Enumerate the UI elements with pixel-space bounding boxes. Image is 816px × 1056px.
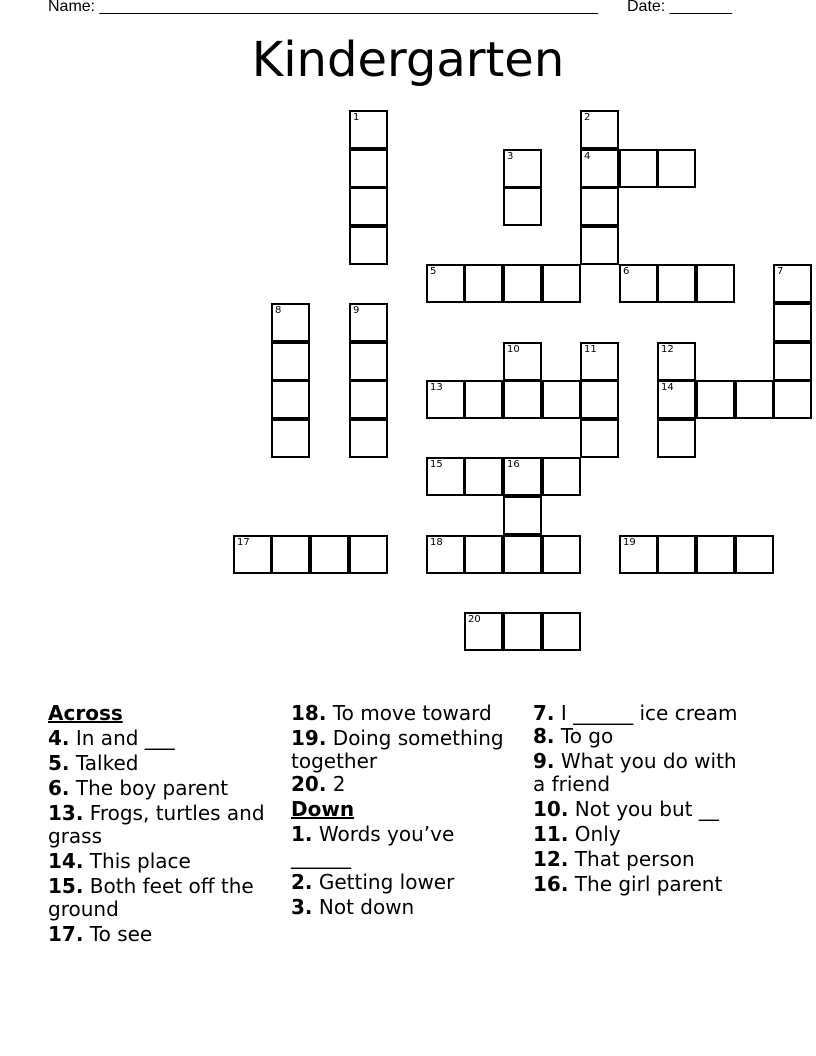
grid-cell[interactable] [426, 264, 465, 303]
grid-cell[interactable] [503, 535, 542, 574]
grid-cell[interactable] [580, 149, 619, 188]
grid-cell[interactable] [580, 380, 619, 419]
cell-number: 15 [430, 459, 443, 470]
clue-text: I ______ ice cream [560, 701, 738, 725]
grid-cell[interactable] [503, 342, 542, 381]
clue-number: 17. [48, 922, 84, 946]
clue-column-1 [48, 702, 280, 948]
clue-text: Both feet off the ground [48, 874, 254, 921]
down-heading: Down [291, 797, 355, 821]
across-heading: Across [48, 701, 123, 725]
grid-cell[interactable] [657, 380, 696, 419]
grid-cell[interactable] [542, 535, 581, 574]
cell-number: 17 [237, 537, 250, 548]
grid-cell[interactable] [349, 226, 388, 265]
grid-cell[interactable] [503, 149, 542, 188]
grid-cell[interactable] [542, 612, 581, 651]
clue-text: Talked [75, 751, 139, 775]
grid-cell[interactable] [773, 264, 812, 303]
clue-down-16 [533, 873, 755, 896]
clue-down-11 [533, 823, 755, 846]
clue-number: 5. [48, 751, 70, 775]
cell-number: 9 [353, 305, 360, 316]
clue-number: 12. [533, 847, 569, 871]
cell-number: 14 [661, 382, 674, 393]
clue-number: 10. [533, 797, 569, 821]
cell-number: 13 [430, 382, 443, 393]
clue-number: 4. [48, 726, 70, 750]
grid-cell[interactable] [464, 535, 503, 574]
clue-number: 8. [533, 724, 555, 748]
clue-across-18 [291, 702, 513, 725]
clue-number: 7. [533, 701, 555, 725]
grid-cell[interactable] [580, 110, 619, 149]
clue-across-6 [48, 777, 280, 800]
clue-number: 6. [48, 776, 70, 800]
cell-number: 12 [661, 344, 674, 355]
clue-number: 14. [48, 849, 84, 873]
grid-cell[interactable] [426, 457, 465, 496]
grid-cell[interactable] [503, 187, 542, 226]
grid-cell[interactable] [735, 535, 774, 574]
grid-cell[interactable] [464, 612, 503, 651]
clue-across-14 [48, 850, 280, 873]
cell-number: 16 [507, 459, 520, 470]
grid-cell[interactable] [271, 303, 310, 342]
grid-cell[interactable] [580, 226, 619, 265]
clue-number: 15. [48, 874, 84, 898]
grid-cell[interactable] [233, 535, 272, 574]
clue-across-15 [48, 875, 280, 921]
clue-down-12 [533, 848, 755, 871]
grid-cell[interactable] [464, 264, 503, 303]
clue-across-19 [291, 727, 513, 773]
grid-cell[interactable] [580, 419, 619, 458]
grid-cell[interactable] [773, 380, 812, 419]
clue-text: This place [89, 849, 191, 873]
clue-down-1 [291, 823, 513, 869]
grid-cell[interactable] [503, 380, 542, 419]
cell-number: 7 [777, 266, 784, 277]
clue-number: 3. [291, 895, 313, 919]
grid-cell[interactable] [619, 149, 658, 188]
grid-cell[interactable] [657, 264, 696, 303]
grid-cell[interactable] [349, 187, 388, 226]
clue-text: To move toward [332, 701, 492, 725]
grid-cell[interactable] [271, 535, 310, 574]
cell-number: 5 [430, 266, 437, 277]
clue-text: To go [560, 724, 614, 748]
clue-number: 13. [48, 801, 84, 825]
clue-text: The girl parent [574, 872, 723, 896]
clue-down-7 [533, 702, 755, 725]
grid-cell[interactable] [580, 342, 619, 381]
grid-cell[interactable] [349, 342, 388, 381]
grid-cell[interactable] [349, 419, 388, 458]
cell-number: 6 [623, 266, 630, 277]
clue-down-9 [533, 750, 755, 796]
grid-cell[interactable] [310, 535, 349, 574]
clue-down-10 [533, 798, 755, 821]
clue-text: In and ___ [75, 726, 175, 750]
clue-across-17 [48, 923, 280, 946]
cell-number: 2 [584, 112, 591, 123]
name-field-label: Name: ________________________________________________________ [48, 0, 598, 15]
grid-cell[interactable] [696, 380, 735, 419]
clue-down-2 [291, 871, 513, 894]
grid-cell[interactable] [542, 264, 581, 303]
grid-cell[interactable] [503, 457, 542, 496]
grid-cell[interactable] [349, 303, 388, 342]
grid-cell[interactable] [657, 535, 696, 574]
cell-number: 18 [430, 537, 443, 548]
grid-cell[interactable] [657, 342, 696, 381]
grid-cell[interactable] [271, 342, 310, 381]
grid-cell[interactable] [349, 380, 388, 419]
grid-cell[interactable] [271, 419, 310, 458]
grid-cell[interactable] [542, 457, 581, 496]
clue-down-8 [533, 725, 755, 748]
clue-text: Getting lower [318, 870, 455, 894]
clue-across-5 [48, 752, 280, 775]
clue-text: Only [574, 822, 621, 846]
clue-across-13 [48, 802, 280, 848]
grid-cell[interactable] [503, 264, 542, 303]
grid-cell[interactable] [696, 264, 735, 303]
clue-text: Frogs, turtles and grass [48, 801, 265, 848]
clue-number: 1. [291, 822, 313, 846]
clue-number: 18. [291, 701, 327, 725]
grid-cell[interactable] [696, 535, 735, 574]
clue-text: That person [574, 847, 695, 871]
grid-cell[interactable] [657, 419, 696, 458]
cell-number: 8 [275, 305, 282, 316]
clue-column-2 [291, 702, 513, 921]
clue-number: 11. [533, 822, 569, 846]
clue-text: 2 [332, 772, 346, 796]
grid-cell[interactable] [542, 380, 581, 419]
grid-cell[interactable] [773, 342, 812, 381]
clue-text: Not down [318, 895, 415, 919]
clue-text: Not you but __ [574, 797, 719, 821]
puzzle-title: Kindergarten [251, 32, 565, 88]
cell-number: 19 [623, 537, 636, 548]
grid-cell[interactable] [349, 110, 388, 149]
cell-number: 1 [353, 112, 360, 123]
grid-cell[interactable] [464, 457, 503, 496]
clue-text: To see [89, 922, 153, 946]
cell-number: 10 [507, 344, 520, 355]
grid-cell[interactable] [503, 496, 542, 535]
clue-text: Doing something together [291, 726, 504, 773]
clue-number: 19. [291, 726, 327, 750]
grid-cell[interactable] [271, 380, 310, 419]
clue-number: 20. [291, 772, 327, 796]
cell-number: 11 [584, 344, 597, 355]
grid-cell[interactable] [580, 187, 619, 226]
cell-number: 3 [507, 151, 514, 162]
grid-cell[interactable] [773, 303, 812, 342]
grid-cell[interactable] [619, 535, 658, 574]
cell-number: 4 [584, 151, 591, 162]
clue-text: What you do with a friend [533, 749, 737, 796]
clue-down-3 [291, 896, 513, 919]
clue-text: The boy parent [75, 776, 229, 800]
grid-cell[interactable] [735, 380, 774, 419]
clue-across-4 [48, 727, 280, 750]
clue-text: Words you’ve ______ [291, 822, 455, 869]
grid-cell[interactable] [349, 535, 388, 574]
grid-cell[interactable] [503, 612, 542, 651]
grid-cell[interactable] [426, 535, 465, 574]
cell-number: 20 [468, 614, 481, 625]
grid-cell[interactable] [426, 380, 465, 419]
grid-cell[interactable] [657, 149, 696, 188]
grid-cell[interactable] [619, 264, 658, 303]
grid-cell[interactable] [464, 380, 503, 419]
clue-number: 16. [533, 872, 569, 896]
clue-column-3 [533, 702, 755, 898]
clue-number: 2. [291, 870, 313, 894]
clue-across-20 [291, 773, 513, 796]
clue-number: 9. [533, 749, 555, 773]
date-field-label: Date: _______ [627, 0, 732, 15]
grid-cell[interactable] [349, 149, 388, 188]
